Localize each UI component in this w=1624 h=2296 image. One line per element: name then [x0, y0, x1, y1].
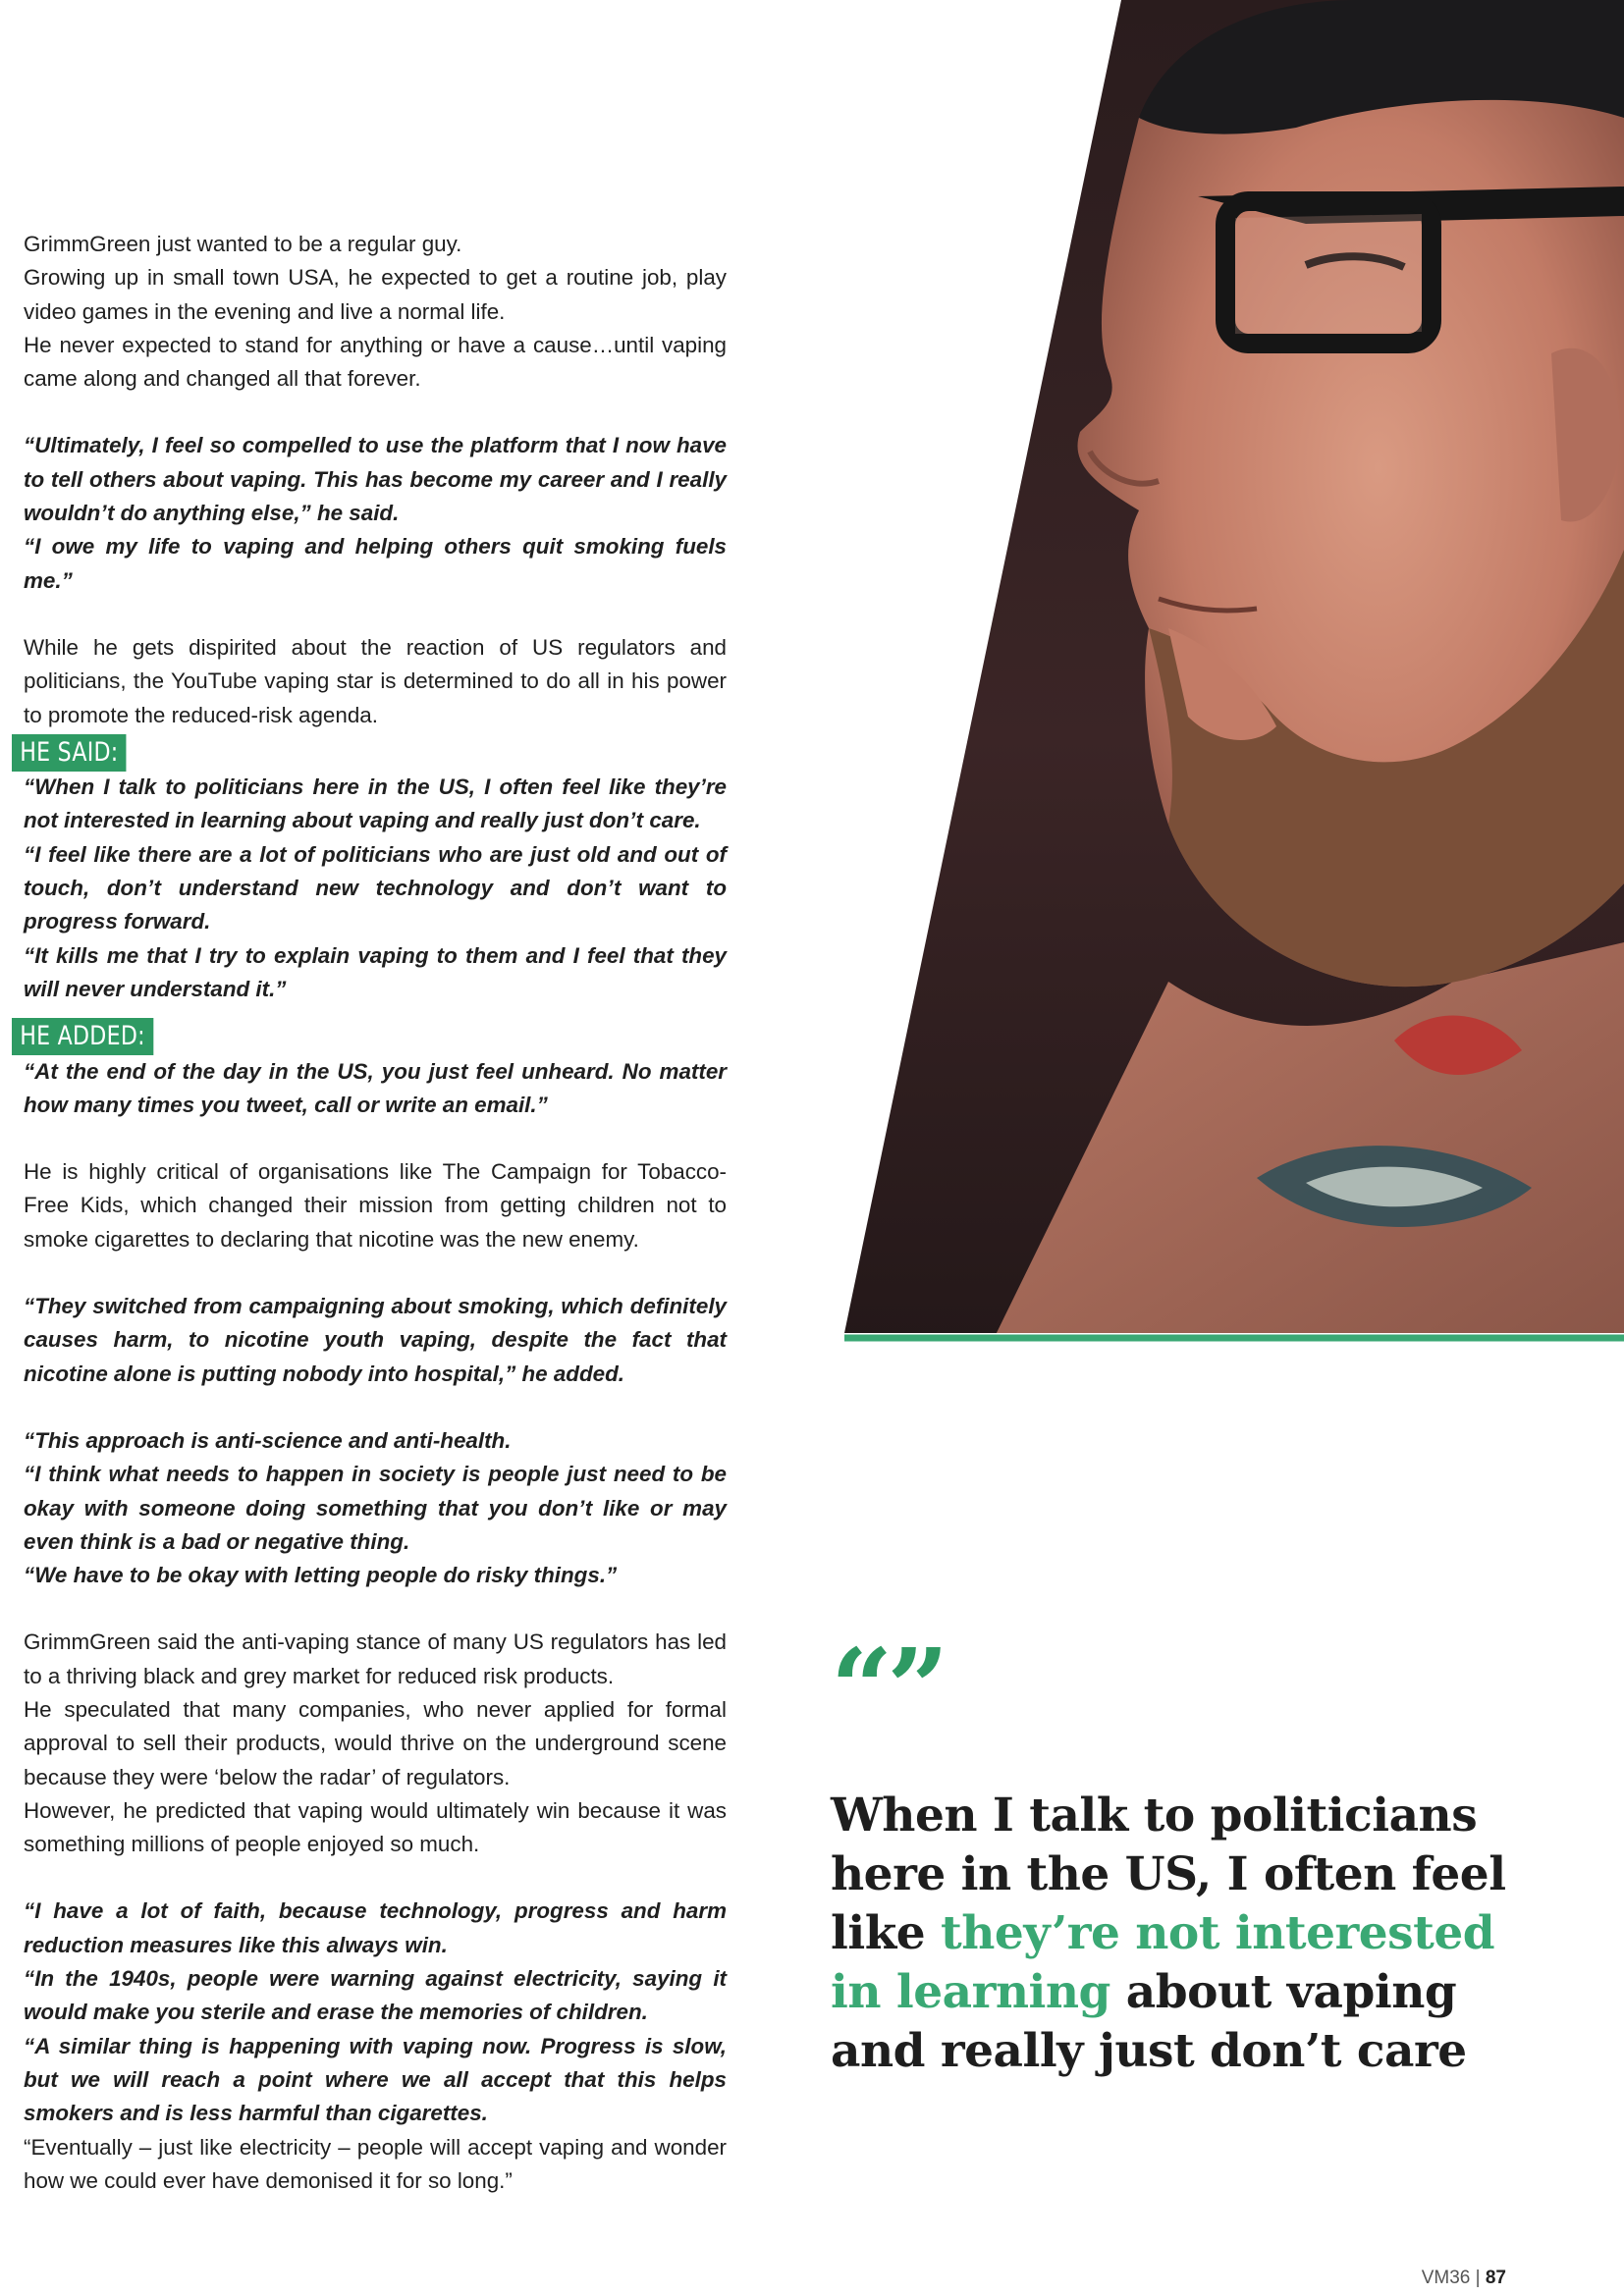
quote-line: “In the 1940s, people were warning against electricity, saying it would make you sterile and erase the memories of children.: [24, 1966, 727, 2025]
quote-paragraph: [24, 1424, 727, 1592]
quote-line: “I think what needs to happen in society is people just need to be okay with someone doing something that you don’t like or may even think is a bad or negative thing.: [24, 1462, 727, 1554]
closing-quote: “Eventually – just like electricity – people will accept vaping and wonder how we could ever have demonised it for so long.”: [24, 2134, 727, 2193]
issue-number: VM36 |: [1421, 2268, 1486, 2288]
he-added-label: HE ADDED:: [12, 1018, 153, 1055]
body-line: However, he predicted that vaping would ultimately win because it was something millions of people enjoyed so much.: [24, 1797, 727, 1857]
quote-paragraph: [24, 1895, 727, 2198]
page-number: 87: [1485, 2268, 1506, 2288]
quote-line: “It kills me that I try to explain vaping to them and I feel that they will never understand it.”: [24, 942, 727, 1001]
pull-quote-part: about vaping and really just don’t care: [831, 1965, 1467, 2078]
body-paragraph: While he gets dispirited about the reaction of US regulators and politicians, the YouTube vaping star is determined to do all in his power to promote the reduced-risk agenda.: [24, 634, 727, 727]
page-folio: [1422, 2268, 1506, 2289]
said-quote: [24, 771, 727, 1006]
quote-line: “We have to be okay with letting people do risky things.”: [24, 1563, 618, 1588]
article-body: [20, 228, 727, 2198]
pull-quote-text: [831, 1787, 1538, 2081]
intro-paragraph: [24, 228, 727, 396]
quote-paragraph: [24, 429, 727, 597]
intro-line: GrimmGreen just wanted to be a regular guy.: [24, 232, 462, 256]
quote-line: “I owe my life to vaping and helping others quit smoking fuels me.”: [24, 534, 727, 593]
quote-line: “When I talk to politicians here in the US, I often feel like they’re not interested in learning about vaping and really just don’t care.: [24, 774, 727, 833]
added-quote: “At the end of the day in the US, you just feel unheard. No matter how many times you tweet, call or write an email.”: [24, 1058, 727, 1117]
intro-line: Growing up in small town USA, he expected to get a routine job, play video games in the evening and live a normal life.: [24, 265, 727, 324]
quote-icon: “”: [831, 1625, 944, 1751]
quote-line: “A similar thing is happening with vaping now. Progress is slow, but we will reach a point where we all accept that this helps smokers and is less harmful than cigarettes.: [24, 2033, 727, 2126]
body-paragraph: [24, 1626, 727, 1861]
body-line: He speculated that many companies, who never applied for formal approval to sell their products, would thrive on the underground scene because they were ‘below the radar’ of regulators.: [24, 1696, 727, 1789]
quote-line: “I feel like there are a lot of politicians who are just old and out of touch, don’t understand new technology and don’t want to progress forward.: [24, 841, 727, 934]
quote-line: “Ultimately, I feel so compelled to use the platform that I now have to tell others about vaping. This has become my career and I really wouldn’t do anything else,” he said.: [24, 433, 727, 526]
quote-line: “This approach is anti-science and anti-health.: [24, 1427, 512, 1453]
body-line: GrimmGreen said the anti-vaping stance of many US regulators has led to a thriving black and grey market for reduced risk products.: [24, 1629, 727, 1688]
pull-quote-part: When I talk to politicians here in the US, I often feel like: [831, 1789, 1506, 1960]
quote-paragraph: “They switched from campaigning about smoking, which definitely causes harm, to nicotine youth vaping, despite the fact that nicotine alone is putting nobody into hospital,” he added.: [24, 1294, 727, 1386]
he-said-label: HE SAID:: [12, 734, 127, 772]
portrait-photo: [844, 0, 1624, 1343]
body-paragraph: He is highly critical of organisations like The Campaign for Tobacco-Free Kids, which changed their mission from getting children not to smoke cigarettes to declaring that nicotine was the new enemy.: [24, 1159, 727, 1252]
pull-quote-highlight: they’re not interested in learning: [831, 1906, 1495, 2019]
pull-quote: [831, 1625, 1538, 2081]
quote-line: “I have a lot of faith, because technology, progress and harm reduction measures like this always win.: [24, 1898, 727, 1957]
intro-line: He never expected to stand for anything or have a cause…until vaping came along and changed all that forever.: [24, 332, 727, 392]
